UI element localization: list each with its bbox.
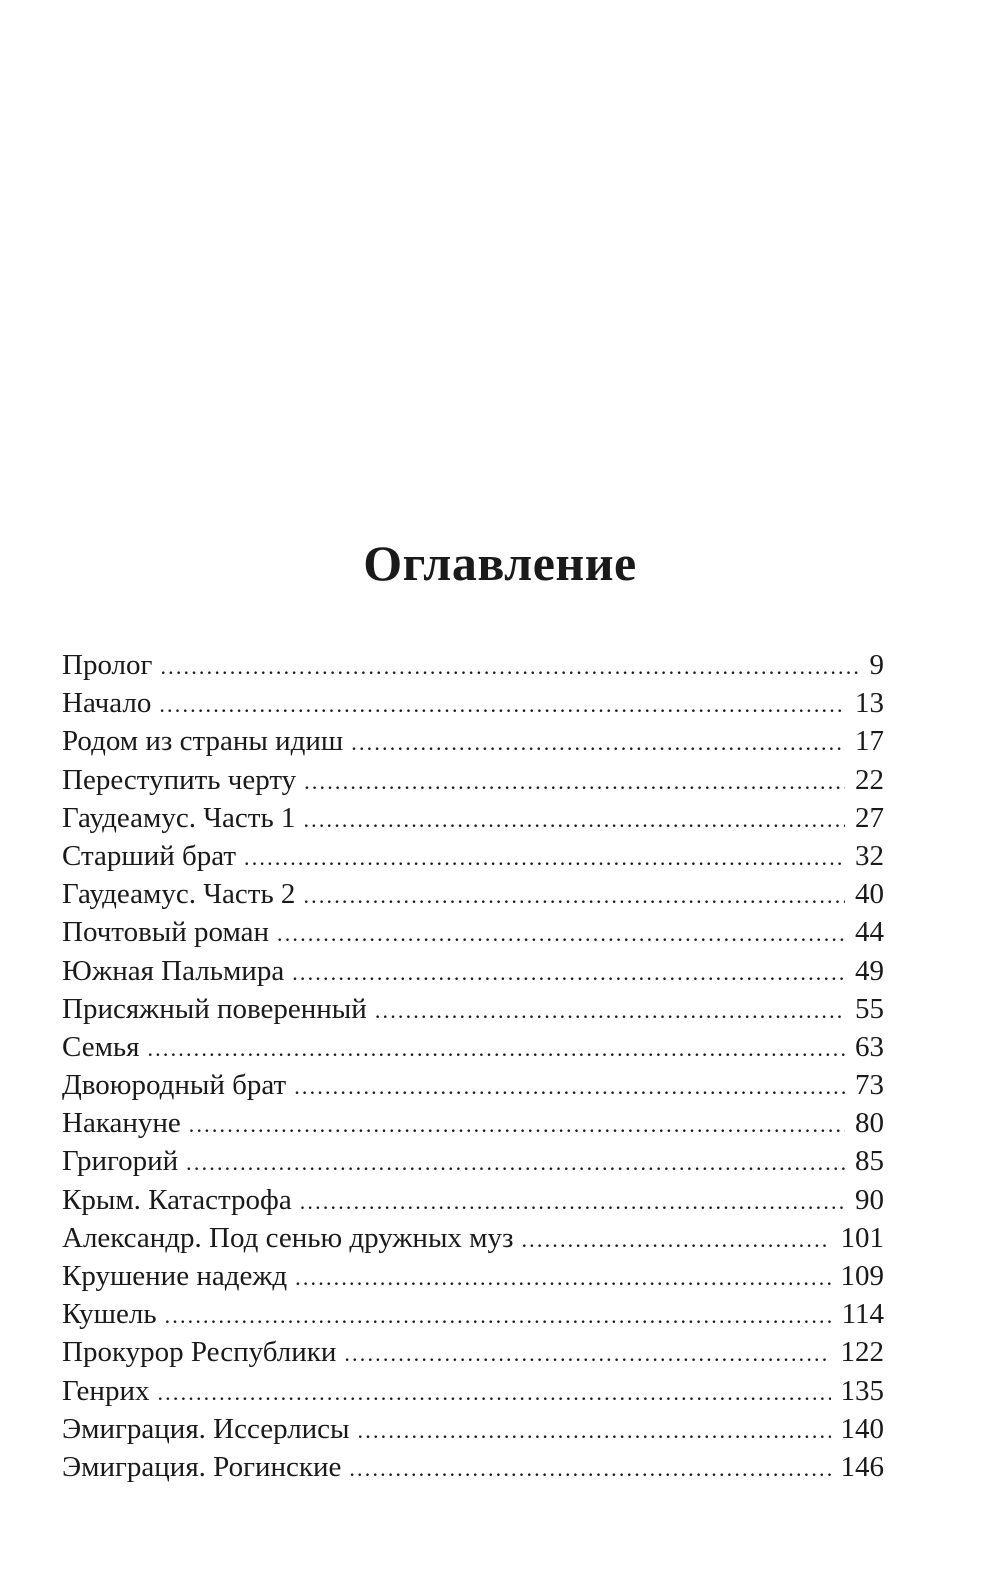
- toc-entry-title: Родом из страны идиш: [62, 725, 344, 758]
- toc-entry: [62, 1333, 884, 1371]
- toc-entry: [62, 799, 884, 837]
- toc-dot-leader: [358, 1412, 831, 1450]
- toc-dot-leader: [157, 1374, 830, 1412]
- toc-entry-title: Накануне: [62, 1107, 181, 1140]
- toc-entry-page-number: 122: [840, 1336, 884, 1369]
- toc-entry-title: Пролог: [62, 649, 153, 681]
- toc-entry: [62, 913, 884, 951]
- toc-entry: [62, 1066, 884, 1104]
- toc-dot-leader: [351, 724, 845, 762]
- toc-dot-leader: [159, 686, 845, 724]
- toc-dot-leader: [147, 1030, 845, 1068]
- toc-dot-leader: [521, 1221, 830, 1259]
- toc-entry-page-number: 140: [840, 1412, 884, 1445]
- toc-entry-title: Присяжный поверенный: [62, 992, 367, 1025]
- toc-entry-title: Старший брат: [62, 839, 237, 872]
- toc-entry: [62, 722, 884, 760]
- toc-entry-page-number: 17: [855, 725, 884, 758]
- toc-entry-page-number: 27: [855, 801, 884, 834]
- toc-entry: [62, 1142, 884, 1180]
- toc-entry-page-number: 146: [840, 1450, 884, 1483]
- toc-dot-leader: [349, 1450, 830, 1488]
- toc-entry-title: Переступить черту: [62, 763, 297, 796]
- toc-entry-page-number: 63: [855, 1030, 884, 1063]
- toc-entry: [62, 990, 884, 1028]
- toc-entry: [62, 1410, 884, 1448]
- toc-entry-title: Кушель: [62, 1298, 157, 1331]
- toc-entry: [62, 1181, 884, 1219]
- toc-dot-leader: [300, 1183, 845, 1221]
- toc-entry: [62, 1448, 884, 1486]
- toc-entry-title: Двоюродный брат: [62, 1069, 287, 1102]
- table-of-contents: [62, 646, 884, 1486]
- toc-dot-leader: [165, 1297, 832, 1335]
- toc-entry-page-number: 73: [855, 1069, 884, 1102]
- toc-entry: [62, 761, 884, 799]
- toc-dot-leader: [375, 992, 845, 1030]
- toc-entry-page-number: 44: [855, 916, 884, 949]
- toc-dot-leader: [189, 1106, 845, 1144]
- toc-entry-title: Почтовый роман: [62, 916, 270, 949]
- toc-entry-page-number: 32: [855, 839, 884, 872]
- toc-dot-leader: [295, 1259, 830, 1297]
- toc-dot-leader: [292, 954, 845, 992]
- toc-dot-leader: [160, 648, 859, 686]
- toc-entry: [62, 1257, 884, 1295]
- toc-dot-leader: [344, 1335, 830, 1373]
- toc-entry: [62, 684, 884, 722]
- toc-entry: [62, 837, 884, 875]
- toc-entry: [62, 646, 884, 684]
- toc-dot-leader: [186, 1144, 845, 1182]
- toc-entry-page-number: 22: [855, 763, 884, 796]
- toc-entry: [62, 1028, 884, 1066]
- toc-dot-leader: [303, 801, 845, 839]
- toc-entry-title: Эмиграция. Иссерлисы: [62, 1412, 350, 1445]
- toc-dot-leader: [277, 915, 845, 953]
- toc-entry-title: Начало: [62, 687, 152, 720]
- toc-entry: [62, 1104, 884, 1142]
- toc-entry-title: Крым. Катастрофа: [62, 1183, 292, 1216]
- toc-entry-title: Гаудеамус. Часть 2: [62, 878, 296, 911]
- toc-entry-title: Крушение надежд: [62, 1260, 288, 1292]
- toc-dot-leader: [304, 763, 845, 801]
- toc-entry: [62, 1219, 884, 1257]
- toc-entry-page-number: 90: [855, 1183, 884, 1216]
- toc-entry-page-number: 109: [840, 1260, 884, 1292]
- page-title: Оглавление: [363, 535, 637, 591]
- toc-entry-page-number: 114: [841, 1298, 884, 1331]
- toc-entry-page-number: 85: [855, 1145, 884, 1178]
- toc-entry-page-number: 80: [855, 1107, 884, 1140]
- toc-entry-page-number: 55: [855, 992, 884, 1025]
- toc-entry-page-number: 13: [855, 687, 884, 720]
- toc-entry: [62, 875, 884, 913]
- toc-entry-title: Генрих: [62, 1374, 150, 1407]
- toc-entry: [62, 952, 884, 990]
- toc-entry-page-number: 40: [855, 878, 884, 911]
- toc-dot-leader: [244, 839, 845, 877]
- toc-dot-leader: [294, 1068, 845, 1106]
- toc-entry: [62, 1295, 884, 1333]
- toc-entry-title: Семья: [62, 1030, 140, 1063]
- toc-entry-title: Южная Пальмира: [62, 954, 285, 987]
- toc-entry-page-number: 49: [855, 954, 884, 987]
- toc-entry-title: Григорий: [62, 1145, 179, 1178]
- toc-entry: [62, 1372, 884, 1410]
- toc-entry-page-number: 9: [869, 649, 884, 681]
- toc-entry-title: Гаудеамус. Часть 1: [62, 801, 296, 834]
- toc-entry-title: Александр. Под сенью дружных муз: [62, 1221, 514, 1254]
- toc-dot-leader: [303, 877, 845, 915]
- toc-entry-page-number: 101: [840, 1221, 884, 1254]
- toc-entry-title: Эмиграция. Рогинские: [62, 1450, 342, 1483]
- toc-entry-title: Прокурор Республики: [62, 1336, 337, 1369]
- toc-entry-page-number: 135: [840, 1374, 884, 1407]
